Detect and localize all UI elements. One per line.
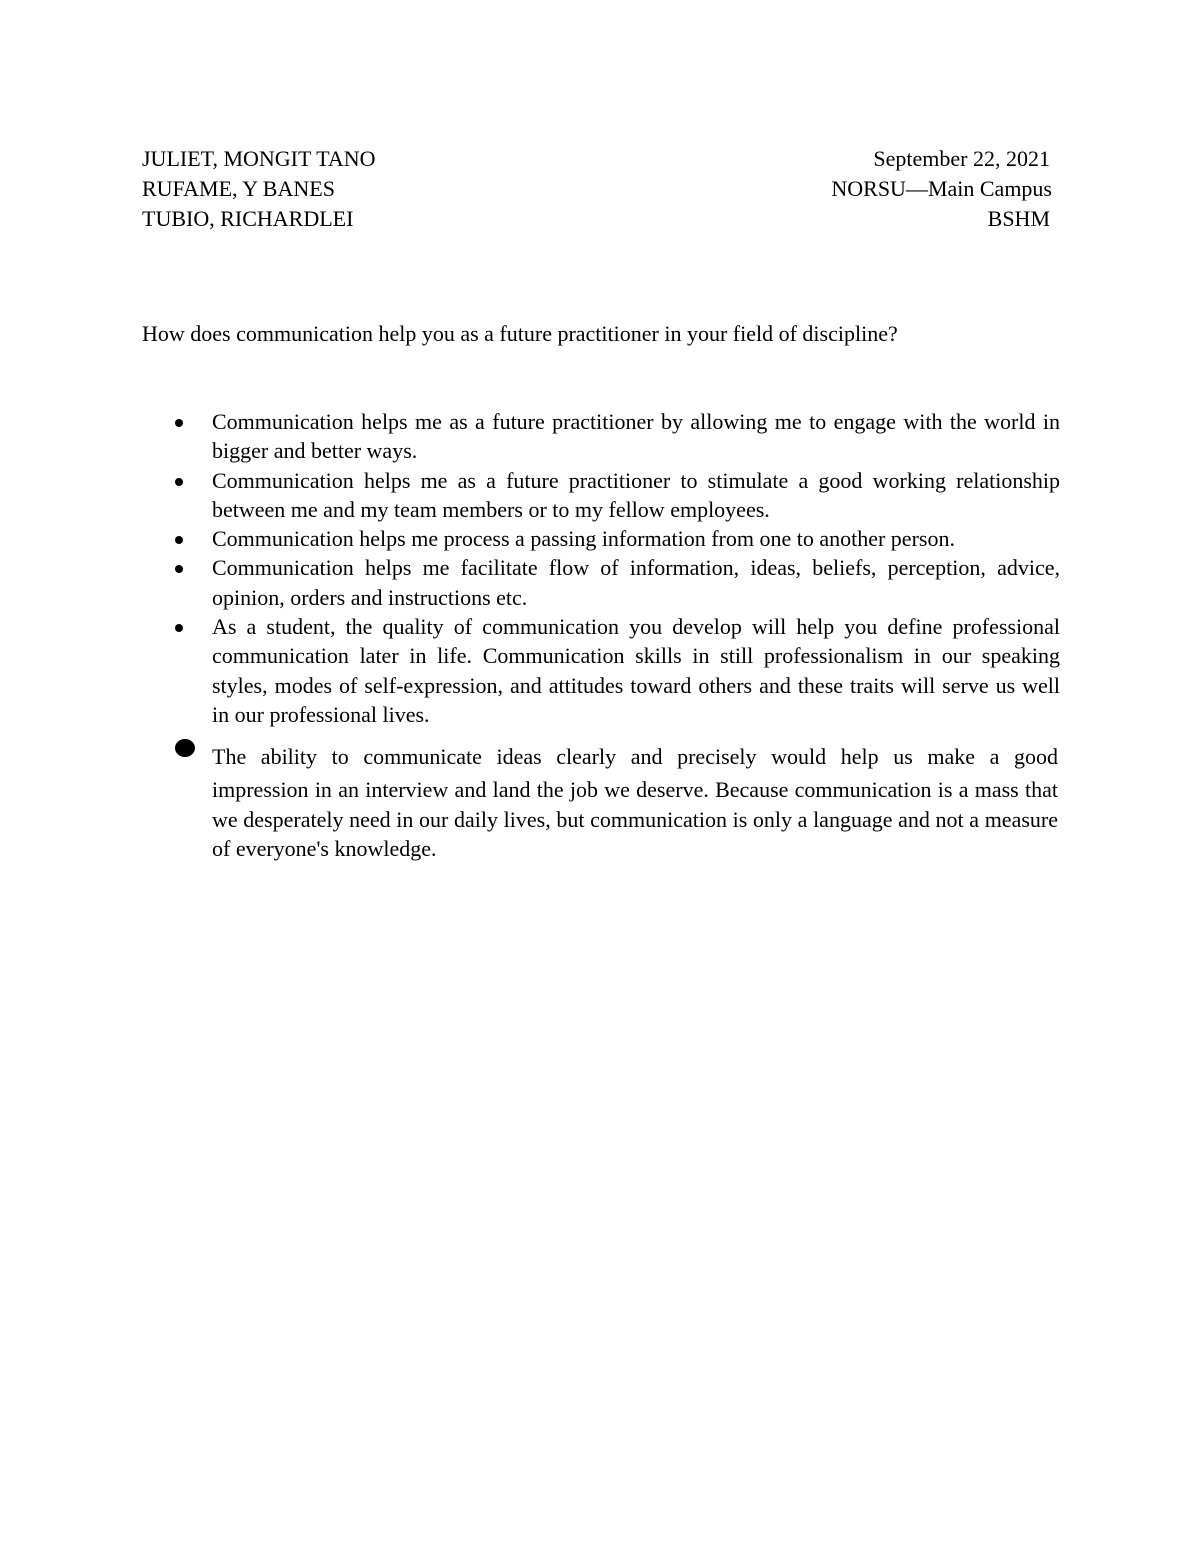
author-name: TUBIO, RICHARDLEI [142, 206, 354, 231]
list-item [212, 612, 1060, 729]
bullet-icon [175, 624, 183, 632]
list-item-large-bullet [212, 739, 1058, 864]
answer-list [212, 407, 1060, 729]
answer-text: Communication helps me as a future practitioner by allowing me to engage with the world in bigger and better ways. [212, 409, 1060, 464]
question-text: How does communication help you as a future practitioner in your field of discipline? [142, 321, 898, 346]
answer-text: Communication helps me process a passing information from one to another person. [212, 526, 955, 552]
answer-text-continuation: impression in an interview and land the job we deserve. Because communication is a mass that we desperately need in our daily lives, but communication is only a language and not a measure of everyone's knowledge. [212, 777, 1058, 861]
bullet-icon [175, 478, 183, 486]
list-item [212, 466, 1060, 525]
campus-name: NORSU—Main Campus [831, 176, 1052, 201]
author-names [142, 144, 376, 234]
answer-text: Communication helps me as a future practitioner to stimulate a good working relationship between me and my team members or to my fellow employees. [212, 467, 1060, 522]
author-name: RUFAME, Y BANES [142, 176, 335, 201]
answer-text: Communication helps me facilitate flow of information, ideas, beliefs, perception, advice, opinion, orders and instructions etc. [212, 555, 1060, 610]
bullet-icon [175, 536, 183, 544]
course-name: BSHM [987, 206, 1050, 231]
document-info [831, 144, 1050, 234]
list-item [212, 553, 1060, 612]
list-item [212, 524, 1060, 553]
document-date: September 22, 2021 [873, 146, 1050, 171]
answer-text-first-line: The ability to communicate ideas clearly and precisely would help us make a good [212, 744, 1058, 769]
list-item [212, 407, 1060, 466]
author-name: JULIET, MONGIT TANO [142, 146, 376, 171]
large-bullet-icon [175, 739, 195, 757]
bullet-icon [175, 565, 183, 573]
answer-text: As a student, the quality of communication you develop will help you define professional communication later in life. Communication skills in still professionalism in our speaking styles, modes of self-expression, and attitudes toward others and these traits will serve us well in our professional lives. [212, 614, 1060, 727]
bullet-icon [175, 419, 183, 427]
